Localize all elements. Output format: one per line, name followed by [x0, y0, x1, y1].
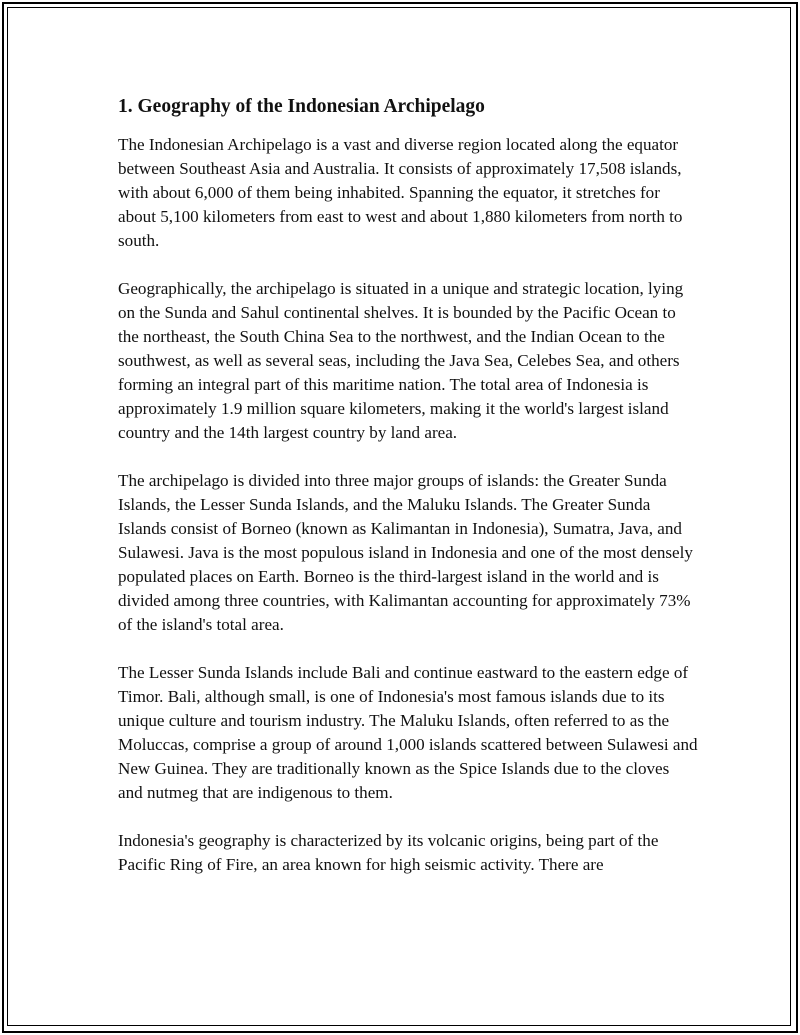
paragraph-overview: The Indonesian Archipelago is a vast and diverse region located along the equator between Southeast Asia and Australia. It consists of approximately 17,508 islands, with about 6,000 of them being inhabited. Spanning the equator, it stretches for about 5,100 kilometers from east to west and about 1,880 kilometers from north to south. — [118, 135, 683, 250]
paragraph-lesser-sunda-maluku: The Lesser Sunda Islands include Bali and continue eastward to the eastern edge of Timor. Bali, although small, is one of Indonesia's most famous islands due to its unique culture and tourism industry. The Maluku Islands, often referred to as the Moluccas, comprise a group of around 1,000 islands scattered between Sulawesi and New Guinea. They are traditionally known as the Spice Islands due to the cloves and nutmeg that are indigenous to them. — [118, 663, 698, 802]
paragraph-location: Geographically, the archipelago is situated in a unique and strategic location, lying on the Sunda and Sahul continental shelves. It is bounded by the Pacific Ocean to the northeast, the South China Sea to the northwest, and the Indian Ocean to the southwest, as well as several seas, including the Java Sea, Celebes Sea, and others forming an integral part of this maritime nation. The total area of Indonesia is approximately 1.9 million square kilometers, making it the world's largest island country and the 14th largest country by land area. — [118, 279, 684, 442]
section-heading: 1. Geography of the Indonesian Archipelago — [118, 96, 485, 117]
document-body — [118, 93, 698, 901]
paragraph-volcanic: Indonesia's geography is characterized by its volcanic origins, being part of the Pacific Ring of Fire, an area known for high seismic activity. There are — [118, 831, 659, 874]
paragraph-island-groups: The archipelago is divided into three major groups of islands: the Greater Sunda Islands, the Lesser Sunda Islands, and the Maluku Islands. The Greater Sunda Islands consist of Borneo (known as Kalimantan in Indonesia), Sumatra, Java, and Sulawesi. Java is the most populous island in Indonesia and one of the most densely populated places on Earth. Borneo is the third-largest island in the world and is divided among three countries, with Kalimantan accounting for approximately 73% of the island's total area. — [118, 471, 693, 634]
